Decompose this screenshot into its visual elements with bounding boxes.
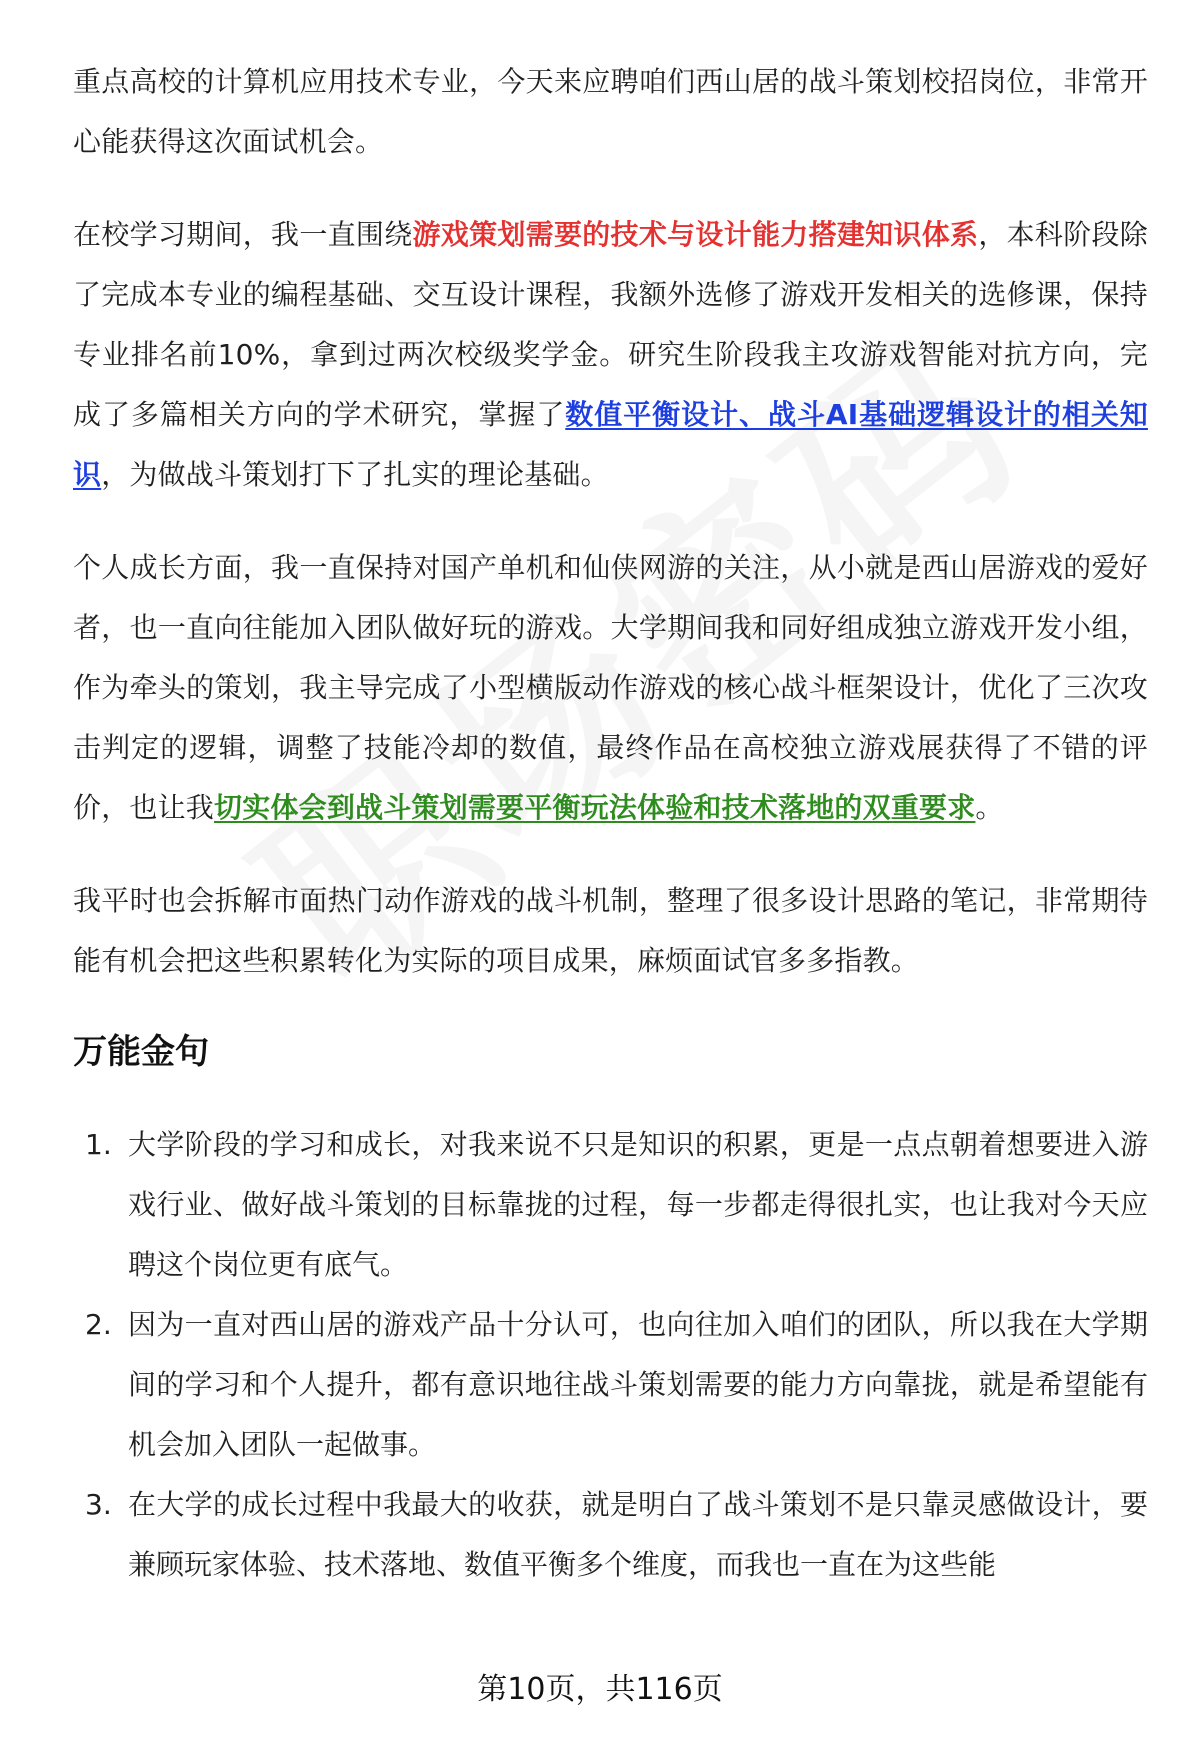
paragraph-study xyxy=(73,205,1148,505)
paragraph-text: 在校学习期间，我一直围绕 xyxy=(73,218,413,251)
list-text: 因为一直对西山居的游戏产品十分认可，也向往加入咱们的团队，所以我在大学期间的学习和个人提升，都有意识地往战斗策划需要的能力方向靠拢，就是希望能有机会加入团队一起做事。 xyxy=(128,1308,1148,1461)
list-number: 3. xyxy=(85,1488,112,1521)
paragraph-text: 重点高校的计算机应用技术专业，今天来应聘咱们西山居的战斗策划校招岗位，非常开心能获得这次面试机会。 xyxy=(73,65,1148,158)
document-body xyxy=(73,52,1148,1595)
list-text: 在大学的成长过程中我最大的收获，就是明白了战斗策划不是只靠灵感做设计，要兼顾玩家体验、技术落地、数值平衡多个维度，而我也一直在为这些能 xyxy=(128,1488,1148,1581)
paragraph-closing xyxy=(73,871,1148,991)
paragraph-text: 。 xyxy=(975,791,1004,824)
paragraph-growth xyxy=(73,538,1148,838)
list-item xyxy=(73,1475,1148,1595)
list-number: 1. xyxy=(85,1128,112,1161)
paragraph-text: ，为做战斗策划打下了扎实的理论基础。 xyxy=(101,458,609,491)
list-item xyxy=(73,1295,1148,1475)
highlight-red: 游戏策划需要的技术与设计能力搭建知识体系 xyxy=(412,218,979,251)
list-item xyxy=(73,1115,1148,1295)
section-title: 万能金句 xyxy=(73,1032,209,1072)
page-footer: 第10页，共116页 xyxy=(477,1672,723,1707)
paragraph-text: 我平时也会拆解市面热门动作游戏的战斗机制，整理了很多设计思路的笔记，非常期待能有机会把这些积累转化为实际的项目成果，麻烦面试官多多指教。 xyxy=(73,884,1148,977)
quote-list xyxy=(73,1115,1148,1595)
paragraph-text: 个人成长方面，我一直保持对国产单机和仙侠网游的关注，从小就是西山居游戏的爱好者，也一直向往能加入团队做好玩的游戏。大学期间我和同好组成独立游戏开发小组，作为牵头的策划，我主导完成了小型横版动作游戏的核心战斗框架设计，优化了三次攻击判定的逻辑，调整了技能冷却的数值，最终作品在高校独立游戏展获得了不错的评价，也让我 xyxy=(73,551,1148,824)
list-number: 2. xyxy=(85,1308,112,1341)
paragraph-text: ，本科阶段除了完成本专业的编程基础、交互设计课程，我额外选修了游戏开发相关的选修课，保持专业排名前10%，拿到过两次校级奖学金。研究生阶段我主攻游戏智能对抗方向，完成了多篇相关方向的学术研究，掌握了 xyxy=(73,218,1148,431)
highlight-green: 切实体会到战斗策划需要平衡玩法体验和技术落地的双重要求 xyxy=(214,791,976,824)
highlight-blue: 数值平衡设计、战斗AI基础逻辑设计的相关知识 xyxy=(73,398,1148,491)
paragraph-intro xyxy=(73,52,1148,172)
list-text: 大学阶段的学习和成长，对我来说不只是知识的积累，更是一点点朝着想要进入游戏行业、做好战斗策划的目标靠拢的过程，每一步都走得很扎实，也让我对今天应聘这个岗位更有底气。 xyxy=(128,1128,1148,1281)
